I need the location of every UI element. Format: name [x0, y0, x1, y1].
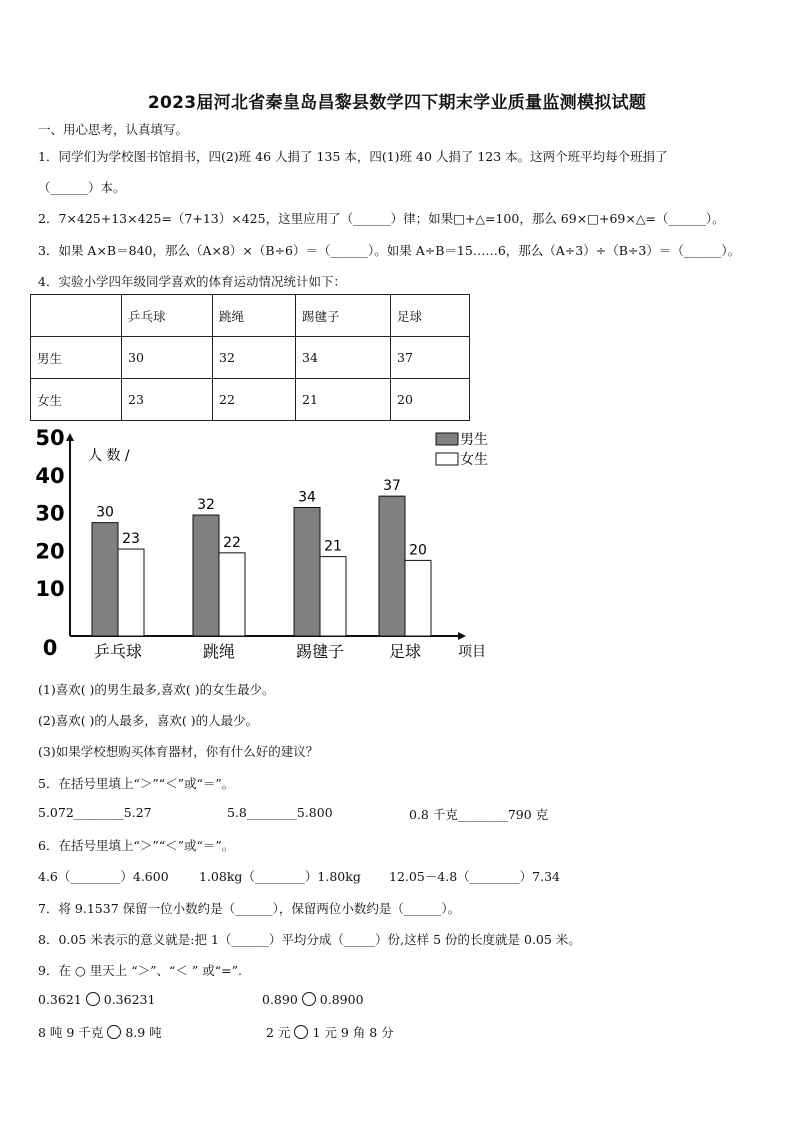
compare-right: 1 元 9 角 8 分: [312, 1025, 394, 1040]
bar-value-label: 23: [122, 531, 140, 548]
table-cell: 跳绳: [213, 295, 296, 337]
question-3: 3．如果 A×B＝840，那么（A×8）×（B÷6）＝（______）。如果 A÷B＝15……6，那么（A÷3）÷（B÷3）＝（______）。: [38, 243, 741, 258]
circle-icon: [86, 992, 100, 1006]
compare-pair: [262, 992, 364, 1007]
table-cell: 女生: [31, 379, 122, 421]
x-category-label: 乒乓球: [93, 642, 143, 661]
x-axis-title: 项目: [458, 644, 486, 660]
question-6-items: [38, 867, 638, 883]
question-4-part-2: (2)喜欢( )的人最多，喜欢( )的人最少。: [38, 713, 259, 728]
question-5: 5．在括号里填上“＞”“＜”或“＝”。: [38, 776, 235, 791]
table-cell: [31, 295, 122, 337]
compare-right: 0.36231: [103, 992, 156, 1007]
bar: [219, 553, 245, 636]
bar-value-label: 30: [96, 504, 114, 521]
x-category-label: 足球: [388, 642, 422, 661]
y-tick-label: 10: [35, 577, 65, 602]
question-4-part-1: (1)喜欢( )的男生最多,喜欢( )的女生最少。: [38, 682, 275, 697]
bar-value-label: 22: [223, 534, 241, 551]
question-6: 6．在括号里填上“＞”“＜”或“＝”。: [38, 838, 235, 853]
x-category-label: 跳绳: [202, 642, 236, 661]
question-9-items-row-2: [38, 1023, 638, 1039]
circle-icon: [294, 1025, 308, 1039]
compare-left: 2 元: [266, 1025, 291, 1040]
compare-item: 0.8 千克________790 克: [409, 807, 549, 822]
compare-item: 5.8________5.800: [227, 805, 333, 820]
section-heading: 一、用心思考，认真填写。: [38, 122, 189, 137]
x-category-label: 踢毽子: [295, 642, 345, 661]
table-header-row: [31, 295, 470, 337]
compare-left: 8 吨 9 千克: [38, 1025, 104, 1040]
y-tick-label: 50: [35, 426, 65, 450]
y-tick-label: 0: [42, 636, 58, 660]
y-tick-label: 40: [35, 463, 65, 488]
table-cell: 乒乓球: [122, 295, 213, 337]
y-tick-label: 30: [35, 501, 65, 526]
table-cell: 踢毽子: [296, 295, 391, 337]
question-1-line-1: 1．同学们为学校图书馆捐书，四(2)班 46 人捐了 135 本，四(1)班 40 人捐了 123 本。这两个班平均每个班捐了: [38, 149, 668, 164]
sports-table: [30, 294, 470, 421]
compare-item: 5.072________5.27: [38, 805, 152, 820]
legend-swatch: [436, 453, 458, 465]
question-9: 9．在 ○ 里天上 “＞”、“＜ ” 或“=”.: [38, 963, 243, 978]
question-2: 2．7×425+13×425=（7+13）×425，这里应用了（______）律；如果□+△=100，那么 69×□+69×△=（______）。: [38, 211, 725, 226]
bar-value-label: 37: [383, 478, 401, 495]
bar-value-label: 34: [298, 489, 316, 506]
table-cell: 20: [391, 379, 470, 421]
question-7: 7．将 9.1537 保留一位小数约是（______），保留两位小数约是（______）。: [38, 901, 461, 916]
y-tick-label: 20: [35, 539, 65, 564]
table-cell: 32: [213, 337, 296, 379]
table-cell: 37: [391, 337, 470, 379]
bar: [118, 549, 144, 636]
y-axis-arrow: [66, 433, 74, 441]
circle-icon: [107, 1025, 121, 1039]
table-cell: 23: [122, 379, 213, 421]
legend-label: 女生: [460, 452, 488, 468]
question-4-part-3: (3)如果学校想购买体育器材，你有什么好的建议？: [38, 744, 319, 759]
table-row: [31, 379, 470, 421]
compare-pair: [266, 1023, 394, 1041]
question-8: 8．0.05 米表示的意义就是:把 1（______）平均分成（_____）份,这样 5 份的长度就是 0.05 米。: [38, 932, 581, 947]
page-title: 2023届河北省秦皇岛昌黎县数学四下期末学业质量监测模拟试题: [147, 93, 647, 113]
compare-left: 0.890: [262, 992, 298, 1007]
table-row: [31, 337, 470, 379]
circle-icon: [302, 992, 316, 1006]
compare-item: 4.6（________）4.600: [38, 869, 169, 884]
table-cell: 30: [122, 337, 213, 379]
legend-swatch: [436, 433, 458, 445]
bar: [405, 560, 431, 636]
compare-left: 0.3621: [38, 992, 82, 1007]
compare-item: 12.05－4.8（________）7.34: [389, 869, 560, 884]
bar-value-label: 21: [324, 538, 342, 555]
x-axis-arrow: [458, 632, 466, 640]
table-cell: 足球: [391, 295, 470, 337]
compare-right: 8.9 吨: [125, 1025, 162, 1040]
bar: [92, 523, 118, 636]
question-1-line-2: （______）本。: [38, 180, 126, 195]
table-cell: 男生: [31, 337, 122, 379]
bar-chart: [30, 425, 500, 667]
legend-label: 男生: [460, 432, 488, 448]
bar: [193, 515, 219, 636]
bar: [320, 557, 346, 636]
bar-value-label: 32: [197, 497, 215, 514]
compare-item: 1.08kg（________）1.80kg: [199, 869, 361, 884]
compare-pair: [38, 992, 155, 1007]
compare-right: 0.8900: [319, 992, 364, 1007]
bar: [294, 507, 320, 636]
y-axis-title: 人 数 /: [88, 448, 130, 464]
bar-value-label: 20: [409, 542, 427, 559]
table-cell: 22: [213, 379, 296, 421]
compare-pair: [38, 1023, 162, 1041]
question-9-items-row-1: [38, 992, 638, 1008]
question-4: 4．实验小学四年级同学喜欢的体育运动情况统计如下：: [38, 274, 346, 289]
table-cell: 34: [296, 337, 391, 379]
table-cell: 21: [296, 379, 391, 421]
bar: [379, 496, 405, 636]
question-5-items: [38, 805, 638, 821]
